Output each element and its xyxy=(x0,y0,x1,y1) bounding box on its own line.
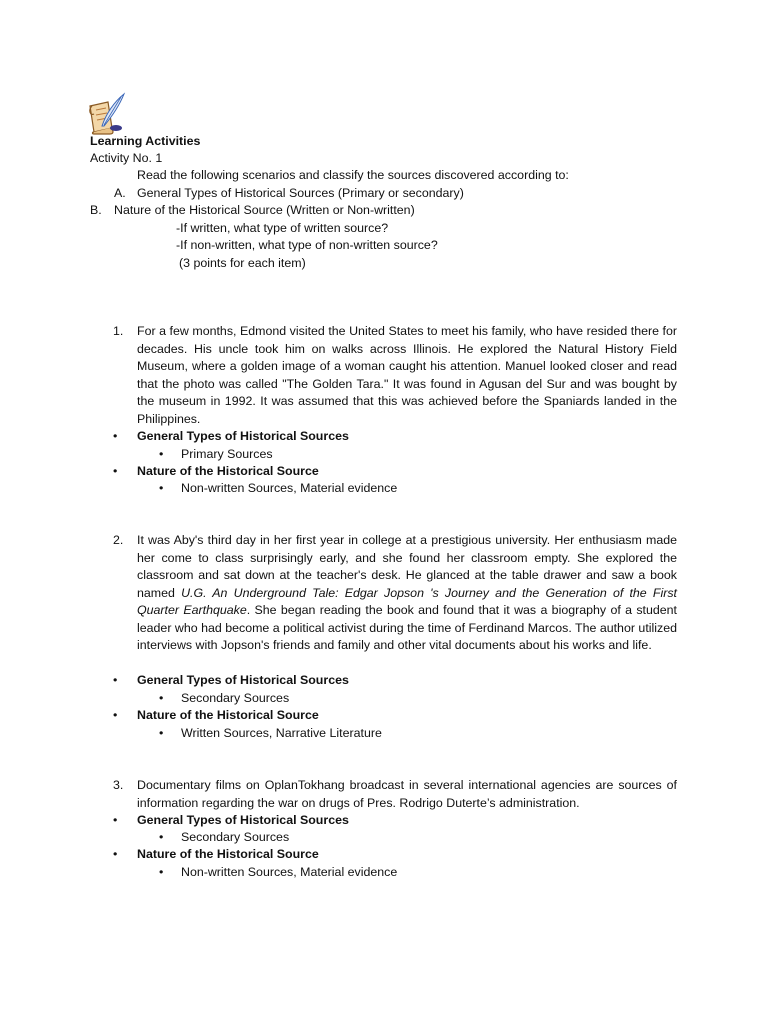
instruction-text: Read the following scenarios and classify the sources discovered according to: xyxy=(137,168,569,182)
book-title: U.G. An Underground Tale: Edgar Jopson 's Journey and the Generation of the First Quarter Earthquake xyxy=(137,585,677,617)
criteria-marker-a: A. xyxy=(114,186,126,200)
general-type-answer: Primary Sources xyxy=(181,447,273,461)
item-number: 1. xyxy=(113,324,124,338)
quill-and-paper-icon xyxy=(86,92,126,136)
activity-number: Activity No. 1 xyxy=(90,151,163,165)
scenario-text-after: . She began reading the book and found that it was a biography of a student leader who had become a political activist during the time of Ferdinand Marcos. The author utilized interviews with Jopson's friends and family and other vital documents about his works and life. xyxy=(137,603,677,652)
sub-question-non-written: -If non-written, what type of non-written source? xyxy=(176,238,438,252)
bullet-icon: • xyxy=(159,691,164,705)
bullet-icon: • xyxy=(113,708,118,722)
item-number: 2. xyxy=(113,533,124,547)
nature-label: Nature of the Historical Source xyxy=(137,708,319,722)
criteria-text-b: Nature of the Historical Source (Written or Non-written) xyxy=(114,203,415,217)
bullet-icon: • xyxy=(113,429,118,443)
scenario-text-before: It was Aby's third day in her first year in college at a prestigious university. Her enthusiasm made her come to class surprisingly early, and she found her classroom empty. She explored the classroom and sat down at the teacher's desk. He glanced at the table drawer and saw a book named xyxy=(137,533,677,600)
bullet-icon: • xyxy=(113,813,118,827)
nature-label: Nature of the Historical Source xyxy=(137,847,319,861)
item-scenario-text: Documentary films on OplanTokhang broadcast in several international agencies are sources of information regarding the war on drugs of Pres. Rodrigo Duterte’s administration. xyxy=(137,778,677,810)
bullet-icon: • xyxy=(159,865,164,879)
sub-question-written: -If written, what type of written source? xyxy=(176,221,389,235)
general-type-answer: Secondary Sources xyxy=(181,830,290,844)
bullet-icon: • xyxy=(159,830,164,844)
item-number: 3. xyxy=(113,778,124,792)
bullet-icon: • xyxy=(159,726,164,740)
bullet-icon: • xyxy=(159,447,164,461)
nature-answer: Non-written Sources, Material evidence xyxy=(181,865,398,879)
nature-label: Nature of the Historical Source xyxy=(137,464,319,478)
page-title: Learning Activities xyxy=(90,134,201,148)
general-type-label: General Types of Historical Sources xyxy=(137,429,349,443)
criteria-marker-b: B. xyxy=(90,203,102,217)
bullet-icon: • xyxy=(113,464,118,478)
bullet-icon: • xyxy=(113,673,118,687)
criteria-text-a: General Types of Historical Sources (Primary or secondary) xyxy=(137,186,464,200)
bullet-icon: • xyxy=(159,481,164,495)
item-scenario-text xyxy=(137,532,677,655)
bullet-icon: • xyxy=(113,847,118,861)
nature-answer: Non-written Sources, Material evidence xyxy=(181,481,398,495)
item-scenario-text: For a few months, Edmond visited the United States to meet his family, who have resided there for decades. His uncle took him on walks across Illinois. He explored the Natural History Field Museum, where a golden image of a woman caught his attention. Manuel looked closer and read that the photo was called "The Golden Tara." It was found in Agusan del Sur and was bought by the museum in 1992. It was assumed that this was achieved before the Spaniards landed in the Philippines. xyxy=(137,324,677,426)
general-type-label: General Types of Historical Sources xyxy=(137,813,349,827)
points-note: (3 points for each item) xyxy=(179,256,306,270)
general-type-label: General Types of Historical Sources xyxy=(137,673,349,687)
nature-answer: Written Sources, Narrative Literature xyxy=(181,726,382,740)
general-type-answer: Secondary Sources xyxy=(181,691,290,705)
